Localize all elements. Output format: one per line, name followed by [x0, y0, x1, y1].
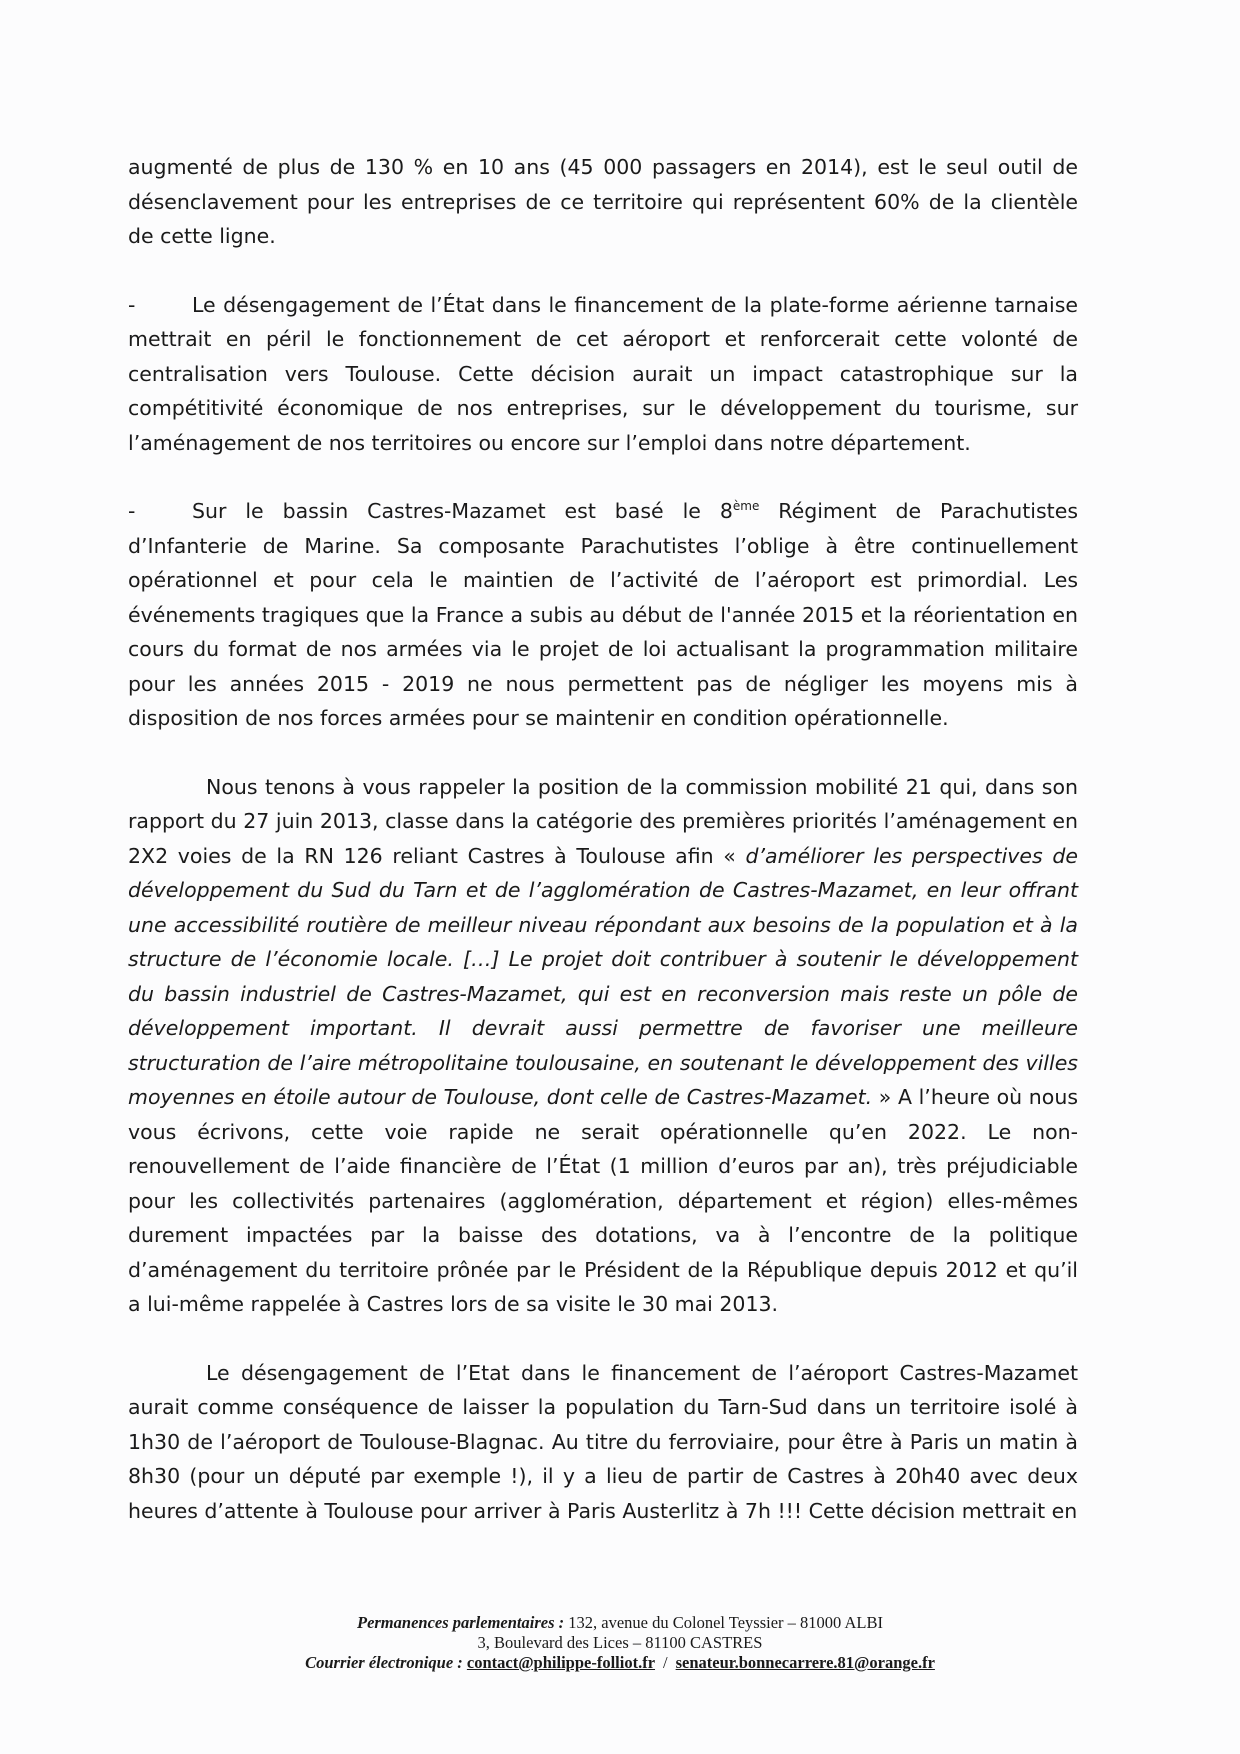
paragraph-rail-consequence: Le désengagement de l’Etat dans le financement de l’aéroport Castres-Mazamet aurait comme conséquence de laisser la population du Tarn-Sud dans un territoire isolé à 1h30 de l’aéroport de Toulouse-Blagnac. Au titre du ferroviaire, pour être à Paris un matin à 8h30 (pour un député par exemple !), il y a lieu de partir de Castres à 20h40 avec deux heures d’attente à Toulouse pour arriver à Paris Austerlitz à 7h !!! Cette décision mettrait en [128, 1360, 1078, 1523]
paragraph-mobility-commission [128, 770, 1078, 1322]
bullet-text-end: Régiment de Parachutistes d’Infanterie de Marine. Sa composante Parachutistes l’oblige à être continuellement opérationnel et pour cela le maintien de l’activité de l’aéroport est primordial. Les événements tragiques que la France a subis au début de l'année 2015 et la réorientation en cours du format de nos armées via le projet de loi actualisant la programmation militaire pour les années 2015 - 2019 ne nous permettent pas de négliger les moyens mis à disposition de nos forces armées pour se maintenir en condition opérationnelle. [128, 499, 1079, 730]
ordinal-superscript: ème [732, 499, 760, 514]
commission-outro: » A l’heure où nous vous écrivons, cette voie rapide ne serait opérationnelle qu’en 2022. Le non-renouvellement de l’aide financière de l’État (1 million d’euros par an), très préjudiciable pour les collectivités partenaires (agglomération, département et région) elles-mêmes durement impactées par la baisse des dotations, va à l’encontre de la politique d’aménagement du territoire prônée par le Président de la République depuis 2012 et qu’il a lui-même rappelée à Castres lors de sa visite le 30 mai 2013. [128, 1085, 1078, 1316]
castres-address: 3, Boulevard des Lices – 81100 CASTRES [477, 1633, 763, 1652]
email-link-folliot[interactable]: contact@philippe-folliot.fr [466, 1653, 656, 1672]
letter-body [128, 150, 1078, 1562]
commission-quote: d’améliorer les perspectives de développement du Sud du Tarn et de l’agglomération de Castres-Mazamet, en leur offrant une accessibilité routière de meilleur niveau répondant aux besoins de la population et à la structure de l’économie locale. […] Le projet doit contribuer à soutenir le développement du bassin industriel de Castres-Mazamet, qui est en reconversion mais reste un pôle de développement important. Il devrait aussi permettre de favoriser une meilleure structuration de l’aire métropolitaine toulousaine, en soutenant le développement des villes moyennes en étoile autour de Toulouse, dont celle de Castres-Mazamet. [128, 843, 1078, 1109]
footer-line-1 [0, 1613, 1240, 1633]
email-label: Courrier électronique : [305, 1653, 463, 1672]
bullet-text: Le désengagement de l’État dans le financement de la plate-forme aérienne tarnaise mettrait en péril le fonctionnement de cet aéroport et renforcerait cette volonté de centralisation vers Toulouse. Cette décision aurait un impact catastrophique sur la compétitivité économique de nos entreprises, sur le développement du tourisme, sur l’aménagement de nos territoires ou encore sur l’emploi dans notre département. [128, 292, 1078, 455]
bullet-text-start: Sur le bassin Castres-Mazamet est basé le 8 [192, 499, 733, 523]
albi-address: 132, avenue du Colonel Teyssier – 81000 ALBI [568, 1613, 884, 1632]
bullet-dash: - [128, 499, 136, 523]
commission-intro: Nous tenons à vous rappeler la position de la commission mobilité 21 qui, dans son rapport du 27 juin 2013, classe dans la catégorie des premières priorités l’aménagement en 2X2 voies de la RN 126 reliant Castres à Toulouse afin « [128, 774, 1078, 868]
email-separator: / [663, 1653, 668, 1672]
paragraph-airport-traffic: augmenté de plus de 130 % en 10 ans (45 000 passagers en 2014), est le seul outil de désenclavement pour les entreprises de ce territoire qui représentent 60% de la clientèle de cette ligne. [128, 155, 1078, 248]
permanences-label: Permanences parlementaires : [356, 1613, 565, 1632]
bullet-state-disengagement [128, 288, 1078, 461]
letter-footer [0, 1613, 1240, 1673]
footer-line-3 [0, 1653, 1240, 1673]
bullet-dash: - [128, 292, 136, 317]
email-link-bonnecarrere[interactable]: senateur.bonnecarrere.81@orange.fr [675, 1653, 935, 1672]
bullet-parachute-regiment [128, 494, 1078, 736]
